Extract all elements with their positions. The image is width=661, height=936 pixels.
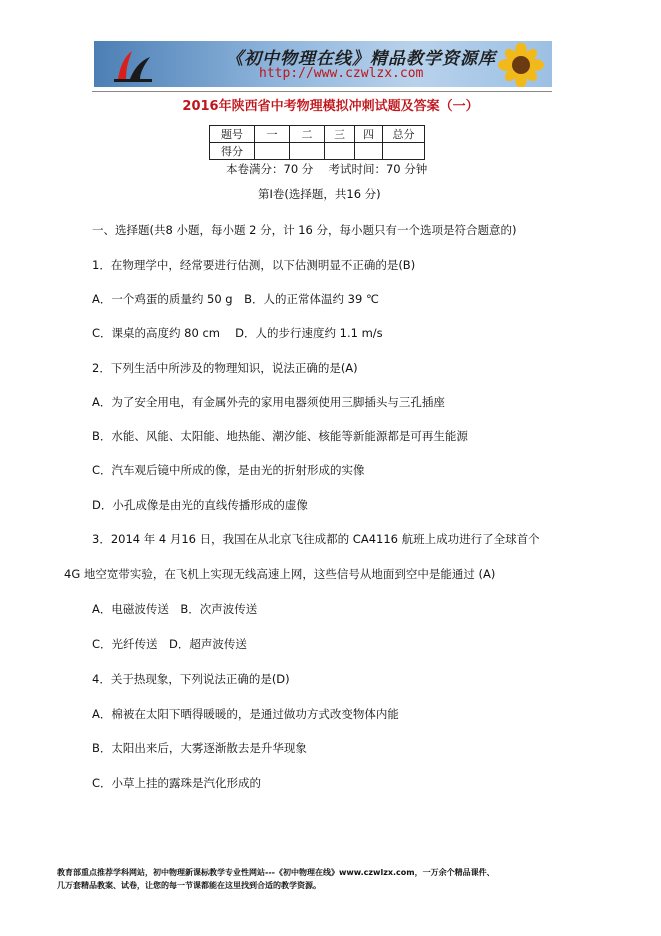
question-4-option-b: B．太阳出来后，大雾逐渐散去是升华现象 xyxy=(92,741,307,755)
question-3-options-cd: C．光纤传送 D．超声波传送 xyxy=(92,637,247,651)
question-4: 4．关于热现象，下列说法正确的是(D) xyxy=(92,672,290,686)
score-table-score-row xyxy=(210,143,425,160)
score-input-cell[interactable] xyxy=(255,143,290,160)
question-3-options-ab: A．电磁波传送 B．次声波传送 xyxy=(92,602,258,616)
sunflower-icon xyxy=(490,43,552,87)
footer-line-2: 几万套精品教案、试卷，让您的每一节课都能在这里找到合适的教学资源。 xyxy=(57,881,321,890)
score-table-cell: 总分 xyxy=(383,126,425,143)
footer-line-1: 教育部重点推荐学科网站，初中物理新课标教学专业性网站---《初中物理在线》www.czwlzx.com，一万余个精品课件、 xyxy=(57,868,495,877)
score-table xyxy=(209,125,425,160)
question-1-options-ab: A．一个鸡蛋的质量约 50 g B．人的正常体温约 39 ℃ xyxy=(92,292,379,306)
score-table-cell: 题号 xyxy=(210,126,255,143)
header-divider xyxy=(92,91,552,92)
score-table-cell: 一 xyxy=(255,126,290,143)
question-1: 1．在物理学中，经常要进行估测，以下估测明显不正确的是(B) xyxy=(92,258,416,272)
banner-url[interactable]: http://www.czwlzx.com xyxy=(259,66,424,81)
section-title: 第Ⅰ卷(选择题，共16 分) xyxy=(258,187,381,201)
score-table-cell: 四 xyxy=(355,126,383,143)
page-footer xyxy=(57,866,617,892)
question-3-line-1: 3．2014 年 4 月16 日，我国在从北京飞往成都的 CA4116 航班上成功进行了全球首个 xyxy=(92,532,540,546)
document-title: 2016年陕西省中考物理模拟冲刺试题及答案（一） xyxy=(182,99,479,114)
score-table-header-row xyxy=(210,126,425,143)
question-2-option-c: C．汽车观后镜中所成的像，是由光的折射形成的实像 xyxy=(92,463,365,477)
question-4-option-a: A．棉被在太阳下晒得暖暖的，是通过做功方式改变物体内能 xyxy=(92,707,399,721)
exam-info: 本卷满分：70 分 考试时间：70 分钟 xyxy=(226,162,428,176)
score-input-cell[interactable] xyxy=(325,143,355,160)
score-input-cell[interactable] xyxy=(355,143,383,160)
question-2-option-d: D．小孔成像是由光的直线传播形成的虚像 xyxy=(92,498,308,512)
score-input-cell[interactable] xyxy=(383,143,425,160)
score-table-cell: 三 xyxy=(325,126,355,143)
section-instruction: 一、选择题(共8 小题，每小题 2 分，计 16 分，每小题只有一个选项是符合题意的) xyxy=(92,223,517,237)
question-2-option-b: B．水能、风能、太阳能、地热能、潮汐能、核能等新能源都是可再生能源 xyxy=(92,429,468,443)
question-3-line-2: 4G 地空宽带实验，在飞机上实现无线高速上网，这些信号从地面到空中是能通过 (A) xyxy=(64,567,496,581)
score-table-cell: 二 xyxy=(290,126,325,143)
question-2: 2．下列生活中所涉及的物理知识，说法正确的是(A) xyxy=(92,361,358,375)
logo-icon xyxy=(110,47,154,83)
banner-title: 《初中物理在线》精品教学资源库 xyxy=(226,49,496,69)
header-banner xyxy=(94,41,552,87)
score-input-cell[interactable] xyxy=(290,143,325,160)
question-4-option-c: C．小草上挂的露珠是汽化形成的 xyxy=(92,776,262,790)
score-table-cell: 得分 xyxy=(210,143,255,160)
question-1-options-cd: C．课桌的高度约 80 cm D．人的步行速度约 1.1 m/s xyxy=(92,326,383,340)
question-2-option-a: A．为了安全用电，有金属外壳的家用电器须使用三脚插头与三孔插座 xyxy=(92,395,445,409)
